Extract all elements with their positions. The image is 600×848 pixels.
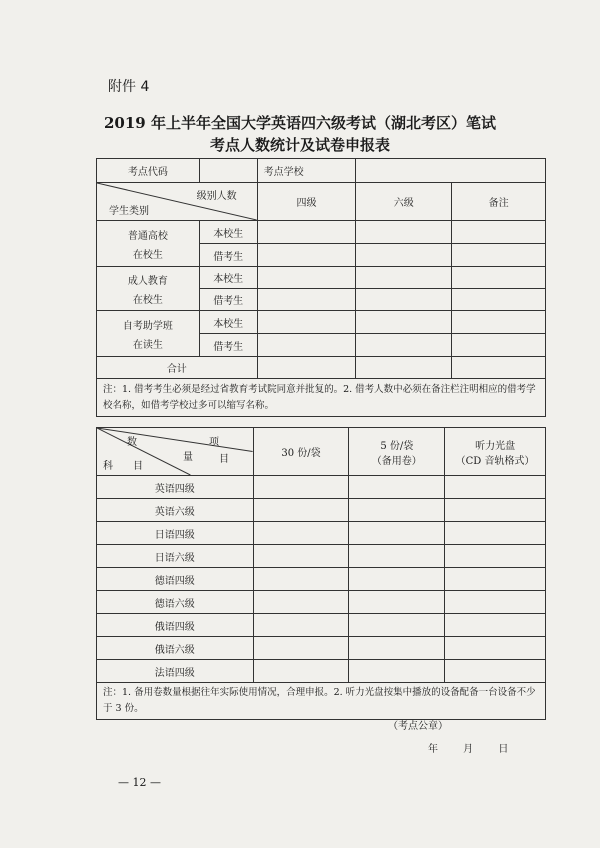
subject-label: 俄语四级 [97, 614, 254, 637]
col-cet4-header: 四级 [257, 183, 356, 221]
cell [356, 244, 452, 267]
cell [349, 545, 445, 568]
cell [253, 545, 349, 568]
cell [356, 334, 452, 357]
cell [253, 637, 349, 660]
hdr-ke: 科 [103, 461, 113, 472]
group-line2: 在校生 [132, 294, 163, 306]
cell [445, 637, 546, 660]
page-number: — 12 — [118, 776, 161, 789]
cell [257, 221, 356, 244]
hdr-xiang: 项 [209, 437, 219, 448]
cell [452, 289, 546, 311]
group-line2: 在读生 [132, 339, 163, 351]
hdr-mu2: 目 [133, 461, 143, 472]
cell [356, 267, 452, 289]
cell [452, 244, 546, 267]
cell [253, 568, 349, 591]
subject-label: 英语六级 [97, 499, 254, 522]
cell [349, 568, 445, 591]
row-type-label: 本校生 [199, 221, 257, 244]
row-type-label: 本校生 [199, 267, 257, 289]
table2-note: 注：1. 备用卷数量根据往年实际使用情况，合理申报。2. 听力光盘按集中播放的设备配备一台设备不少于 3 份。 [97, 683, 546, 720]
cell [253, 660, 349, 683]
cell [452, 357, 546, 379]
paper-request-table [96, 427, 546, 720]
cell [257, 289, 356, 311]
cell [253, 476, 349, 499]
title-line-2: 考点人数统计及试卷申报表 [209, 136, 390, 154]
group-line1: 自考助学班 [122, 320, 173, 332]
subject-label: 德语六级 [97, 591, 254, 614]
student-type-label: 学生类别 [109, 206, 149, 217]
site-code-value [199, 159, 257, 183]
cell [356, 289, 452, 311]
diagonal-header-cell [97, 428, 254, 476]
cell [445, 614, 546, 637]
col-5-line2: （备用卷） [371, 455, 422, 467]
cell [452, 221, 546, 244]
row-type-label: 借考生 [199, 334, 257, 357]
group-cell [97, 267, 200, 311]
cell [349, 476, 445, 499]
attachment-label: 附件 4 [108, 79, 150, 95]
cell [257, 334, 356, 357]
cell [253, 591, 349, 614]
subject-label: 日语六级 [97, 545, 254, 568]
col-cet6-header: 六级 [356, 183, 452, 221]
hdr-mu: 目 [219, 454, 229, 465]
hdr-shu: 数 [127, 437, 137, 448]
cell [445, 591, 546, 614]
total-label: 合计 [97, 357, 258, 379]
cell [356, 221, 452, 244]
cell [445, 476, 546, 499]
enrollment-table [96, 158, 546, 417]
subject-label: 法语四级 [97, 660, 254, 683]
cell [257, 357, 356, 379]
col-30-header: 30 份/袋 [253, 428, 349, 476]
group-line2: 在校生 [132, 249, 163, 261]
col-5-header [349, 428, 445, 476]
cell [356, 311, 452, 334]
site-school-value [356, 159, 546, 183]
cell [257, 267, 356, 289]
cell [349, 637, 445, 660]
cell [257, 244, 356, 267]
col-remark-header: 备注 [452, 183, 546, 221]
cell [445, 545, 546, 568]
cell [349, 614, 445, 637]
col-5-line1: 5 份/袋 [380, 440, 414, 452]
group-line1: 成人教育 [127, 275, 168, 287]
date-line: 年 月 日 [428, 744, 509, 755]
subject-label: 日语四级 [97, 522, 254, 545]
row-type-label: 本校生 [199, 311, 257, 334]
cell [349, 591, 445, 614]
cell [349, 522, 445, 545]
cell [445, 660, 546, 683]
cell [257, 311, 356, 334]
site-code-label: 考点代码 [97, 159, 200, 183]
cell [452, 334, 546, 357]
cell [253, 499, 349, 522]
group-cell [97, 311, 200, 357]
group-cell [97, 221, 200, 267]
level-count-label: 级别人数 [196, 191, 237, 202]
diagonal-header-cell [97, 183, 258, 221]
site-school-label: 考点学校 [257, 159, 356, 183]
cell [445, 499, 546, 522]
cell [349, 660, 445, 683]
hdr-liang: 量 [183, 452, 193, 463]
cell [445, 522, 546, 545]
col-cd-header [445, 428, 546, 476]
cell [356, 357, 452, 379]
group-line1: 普通高校 [127, 230, 168, 242]
official-stamp-label: （考点公章） [388, 721, 448, 732]
col-cd-line1: 听力光盘 [475, 440, 516, 452]
cell [452, 267, 546, 289]
cell [253, 614, 349, 637]
subject-label: 英语四级 [97, 476, 254, 499]
cell [452, 311, 546, 334]
title-line-1: 2019 年上半年全国大学英语四六级考试（湖北考区）笔试 [104, 114, 496, 132]
cell [445, 568, 546, 591]
cell [253, 522, 349, 545]
table1-note: 注：1. 借考考生必须是经过省教育考试院同意并批复的。2. 借考人数中必须在备注栏注明相应的借考学校名称，如借考学校过多可以缩写名称。 [97, 379, 546, 417]
row-type-label: 借考生 [199, 244, 257, 267]
cell [349, 499, 445, 522]
subject-label: 俄语六级 [97, 637, 254, 660]
row-type-label: 借考生 [199, 289, 257, 311]
col-cd-line2: （CD 音轨格式） [455, 455, 535, 467]
subject-label: 德语四级 [97, 568, 254, 591]
